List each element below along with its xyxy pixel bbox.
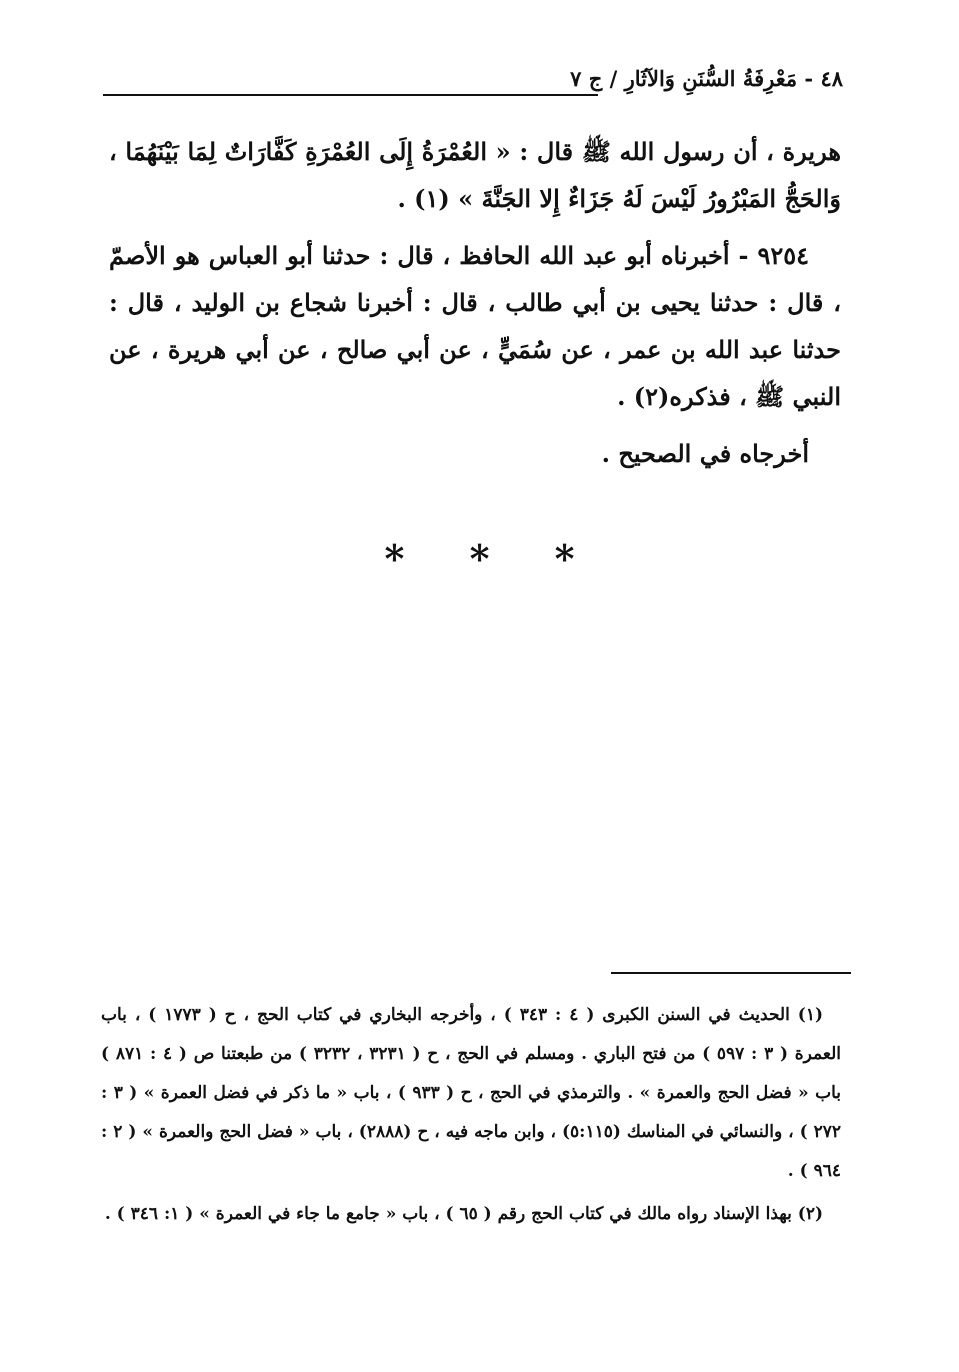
footnote-rule (611, 972, 851, 974)
page-header (103, 64, 843, 104)
star-icon: * (469, 536, 490, 581)
main-text (109, 128, 841, 477)
footnotes (101, 996, 841, 1234)
paragraph-conclusion: أخرجاه في الصحيح . (601, 439, 809, 468)
header-rule (103, 94, 598, 96)
footnote-1: (١) الحديث في السنن الكبرى ( ٤ : ٣٤٣ ) ، وأخرجه البخاري في كتاب الحج ، ح ( ١٧٧٣ ) ، باب العمرة ( ٣ : ٥٩٧ ) من فتح الباري . ومسلم في الحج ، ح ( ٣٢٣١ ، ٣٢٣٢ ) من طبعتنا ص ( ٤ : ٨٧١ ) باب « فضل الحج والعمرة » . والترمذي في الحج ، ح ( ٩٣٣ ) ، باب « ما ذكر في فضل العمرة » ( ٣ : ٢٧٢ ) ، والنسائي في المناسك (٥:١١٥) ، وابن ماجه فيه ، ح (٢٨٨٨) ، باب « فضل الحج والعمرة » ( ٢ : ٩٦٤ ) . (101, 1005, 842, 1181)
paragraph-hadith-9254: ٩٢٥٤ - أخبرناه أبو عبد الله الحافظ ، قال : حدثنا أبو العباس هو الأصمّ ، قال : حدثنا يحيى بن أبي طالب ، قال : أخبرنا شجاع بن الوليد ، قال : حدثنا عبد الله بن عمر ، عن سُمَيٍّ ، عن أبي صالح ، عن أبي هريرة ، عن النبي ﷺ ، فذكره(٢) . (109, 241, 841, 411)
star-icon: * (554, 536, 575, 581)
paragraph-hadith-text: هريرة ، أن رسول الله ﷺ قال : « العُمْرَةُ إِلَى العُمْرَةِ كَفَّارَاتٌ لِمَا بَيْنَهُمَا ، وَالحَجُّ المَبْرُورُ لَيْسَ لَهُ جَزَاءٌ إِلا الجَنَّةَ » (١) . (109, 137, 841, 213)
star-icon: * (384, 536, 405, 581)
section-separator (0, 536, 959, 581)
page-header-title: ٤٨ - مَعْرِفَةُ السُّنَنِ وَالآثَارِ / ج ٧ (570, 66, 843, 91)
footnote-2: (٢) بهذا الإسناد رواه مالك في كتاب الحج رقم ( ٦٥ ) ، باب « جامع ما جاء في العمرة » ( ١: ٣٤٦ ) . (104, 1204, 823, 1224)
